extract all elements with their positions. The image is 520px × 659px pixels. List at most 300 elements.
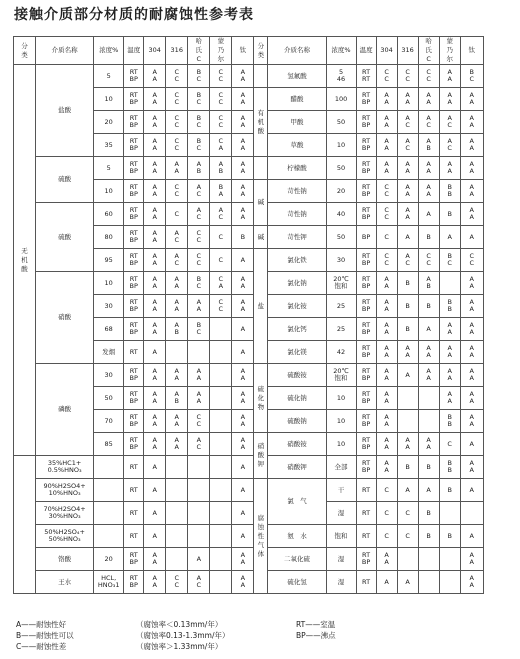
- rating-cell: [210, 387, 232, 410]
- temperature-cell: BP: [356, 226, 376, 249]
- temperature-cell: RT BP: [356, 295, 376, 318]
- rating-cell: C C: [376, 203, 397, 226]
- rating-cell: A A: [397, 203, 418, 226]
- concentration-cell: 10: [326, 410, 356, 433]
- rating-cell: A A: [232, 410, 254, 433]
- category-cell: 碱: [254, 180, 268, 226]
- header-right-8: 钛: [460, 37, 483, 65]
- rating-cell: A A: [232, 88, 254, 111]
- category-cell: [254, 157, 268, 180]
- rating-cell: B: [418, 295, 439, 318]
- medium-cell: 苛性钾: [268, 226, 326, 249]
- rating-cell: A A: [166, 364, 188, 387]
- rating-cell: A A: [376, 456, 397, 479]
- medium-cell: 王水: [36, 571, 94, 594]
- rating-cell: B B: [439, 456, 460, 479]
- medium-cell: 硫酸钠: [268, 410, 326, 433]
- rating-cell: [166, 479, 188, 502]
- rating-cell: B A: [210, 180, 232, 203]
- rating-cell: A: [232, 525, 254, 548]
- rating-cell: A A: [376, 318, 397, 341]
- rating-cell: A A: [439, 88, 460, 111]
- rating-cell: A: [232, 456, 254, 479]
- rating-cell: A C: [188, 433, 210, 456]
- rating-cell: A A: [144, 226, 166, 249]
- concentration-cell: 25: [326, 295, 356, 318]
- rating-cell: A: [460, 479, 483, 502]
- category-cell: [254, 65, 268, 88]
- header-right-7: 蒙 乃 尔: [439, 37, 460, 65]
- concentration-cell: 发烟: [94, 341, 124, 364]
- concentration-cell: 30: [94, 364, 124, 387]
- rating-cell: A A: [376, 134, 397, 157]
- rating-cell: A A: [166, 410, 188, 433]
- rating-cell: [210, 341, 232, 364]
- rating-cell: A A: [144, 272, 166, 295]
- rating-cell: B: [397, 456, 418, 479]
- rating-cell: A A: [376, 433, 397, 456]
- rating-cell: A B: [418, 272, 439, 295]
- header-right-2: 浓度%: [326, 37, 356, 65]
- medium-cell: 氯化铁: [268, 249, 326, 272]
- concentration-cell: 干: [326, 479, 356, 502]
- rating-cell: A C: [397, 134, 418, 157]
- rating-cell: B: [418, 226, 439, 249]
- temperature-cell: RT BP: [356, 88, 376, 111]
- rating-cell: B B: [439, 295, 460, 318]
- rating-cell: A: [418, 318, 439, 341]
- rating-cell: A A: [188, 387, 210, 410]
- rating-cell: A A: [232, 433, 254, 456]
- temperature-cell: RT: [124, 341, 144, 364]
- rating-cell: A A: [144, 203, 166, 226]
- rating-cell: A A: [376, 410, 397, 433]
- rating-cell: B C: [439, 249, 460, 272]
- rating-cell: A A: [376, 341, 397, 364]
- medium-cell: 氯化钠: [268, 272, 326, 295]
- temperature-cell: RT: [124, 525, 144, 548]
- temperature-cell: RT BP: [124, 203, 144, 226]
- rating-cell: B C: [188, 318, 210, 341]
- rating-cell: A A: [460, 272, 483, 295]
- rating-cell: A B: [210, 157, 232, 180]
- rating-cell: A B: [418, 134, 439, 157]
- concentration-cell: 20: [94, 548, 124, 571]
- rating-cell: A A: [460, 111, 483, 134]
- rating-cell: A: [188, 548, 210, 571]
- rating-cell: C: [397, 502, 418, 525]
- concentration-cell: 湿: [326, 548, 356, 571]
- rating-cell: A A: [460, 387, 483, 410]
- concentration-cell: 40: [326, 203, 356, 226]
- rating-cell: [418, 387, 439, 410]
- rating-cell: A A: [439, 387, 460, 410]
- rating-cell: A A: [232, 272, 254, 295]
- rating-cell: A: [439, 226, 460, 249]
- header-right-1: 介质名称: [268, 37, 326, 65]
- concentration-cell: 5: [94, 65, 124, 88]
- temperature-cell: RT: [124, 456, 144, 479]
- concentration-cell: 20: [94, 111, 124, 134]
- rating-cell: C: [439, 433, 460, 456]
- legend-rate-a: （腐蚀率＜0.13mm/年）: [136, 620, 223, 629]
- rating-cell: A C: [397, 249, 418, 272]
- header-left-1: 介质名称: [36, 37, 94, 65]
- medium-cell: 氯化铵: [268, 295, 326, 318]
- temperature-cell: RT BP: [356, 387, 376, 410]
- temperature-cell: RT BP: [356, 548, 376, 571]
- concentration-cell: 10: [94, 272, 124, 295]
- rating-cell: A A: [232, 548, 254, 571]
- rating-cell: C C: [376, 180, 397, 203]
- rating-cell: A: [232, 502, 254, 525]
- rating-cell: A: [232, 341, 254, 364]
- rating-cell: A A: [232, 65, 254, 88]
- rating-cell: A A: [418, 88, 439, 111]
- temperature-cell: RT BP: [124, 571, 144, 594]
- temperature-cell: RT BP: [356, 203, 376, 226]
- header-left-5: 316: [166, 37, 188, 65]
- rating-cell: A: [397, 226, 418, 249]
- rating-cell: B C: [188, 88, 210, 111]
- rating-cell: A: [460, 433, 483, 456]
- header-left-7: 蒙 乃 尔: [210, 37, 232, 65]
- rating-cell: B: [439, 479, 460, 502]
- rating-cell: [418, 571, 439, 594]
- rating-cell: A A: [166, 433, 188, 456]
- rating-cell: A A: [144, 249, 166, 272]
- temperature-cell: RT BP: [356, 410, 376, 433]
- medium-cell: 硫酸铵: [268, 364, 326, 387]
- rating-cell: A A: [232, 571, 254, 594]
- concentration-cell: 80: [94, 226, 124, 249]
- rating-cell: A: [144, 525, 166, 548]
- table-row: [14, 479, 506, 502]
- rating-cell: A A: [144, 318, 166, 341]
- rating-cell: C: [376, 479, 397, 502]
- header-left-0: 分 类: [14, 37, 36, 65]
- header-row: [14, 37, 506, 65]
- medium-cell: 二氧化硫: [268, 548, 326, 571]
- rating-cell: A A: [144, 571, 166, 594]
- rating-cell: B: [397, 272, 418, 295]
- temperature-cell: RT BP: [356, 157, 376, 180]
- rating-cell: [210, 364, 232, 387]
- concentration-cell: 湿: [326, 571, 356, 594]
- rating-cell: C: [376, 502, 397, 525]
- medium-cell: 硝酸: [36, 272, 94, 364]
- rating-cell: B C: [188, 111, 210, 134]
- temperature-cell: RT BP: [356, 433, 376, 456]
- rating-cell: C A: [210, 134, 232, 157]
- rating-cell: [397, 387, 418, 410]
- rating-cell: A: [418, 479, 439, 502]
- rating-cell: A: [144, 502, 166, 525]
- concentration-cell: 70: [94, 410, 124, 433]
- rating-cell: A A: [144, 548, 166, 571]
- concentration-cell: 30: [326, 249, 356, 272]
- rating-cell: A A: [232, 364, 254, 387]
- concentration-cell: 10: [326, 134, 356, 157]
- temperature-cell: RT BP: [124, 134, 144, 157]
- medium-cell: 硝酸铵: [268, 433, 326, 456]
- concentration-cell: 100: [326, 88, 356, 111]
- rating-cell: A A: [144, 88, 166, 111]
- rating-cell: A A: [144, 157, 166, 180]
- rating-cell: B: [397, 295, 418, 318]
- rating-cell: B: [232, 226, 254, 249]
- temperature-cell: RT BP: [356, 249, 376, 272]
- rating-cell: B C: [188, 134, 210, 157]
- rating-cell: A B: [166, 387, 188, 410]
- rating-cell: C C: [418, 65, 439, 88]
- rating-cell: A A: [232, 180, 254, 203]
- rating-cell: A A: [460, 88, 483, 111]
- rating-cell: A A: [460, 134, 483, 157]
- rating-cell: A A: [460, 456, 483, 479]
- rating-cell: A: [232, 318, 254, 341]
- rating-cell: A A: [460, 341, 483, 364]
- category-cell: [14, 456, 36, 594]
- medium-cell: 氨 水: [268, 525, 326, 548]
- temperature-cell: RT BP: [356, 318, 376, 341]
- rating-cell: B B: [439, 410, 460, 433]
- header-left-4: 304: [144, 37, 166, 65]
- rating-cell: A A: [418, 433, 439, 456]
- rating-cell: A: [397, 364, 418, 387]
- temperature-cell: RT: [356, 502, 376, 525]
- header-left-3: 温度: [124, 37, 144, 65]
- rating-cell: B C: [188, 272, 210, 295]
- concentration-cell: 42: [326, 341, 356, 364]
- rating-cell: B: [418, 456, 439, 479]
- medium-cell: 苛性钠: [268, 180, 326, 203]
- temperature-cell: RT BP: [124, 88, 144, 111]
- rating-cell: C C: [460, 249, 483, 272]
- rating-cell: B B: [439, 180, 460, 203]
- concentration-cell: 10: [94, 88, 124, 111]
- concentration-cell: 50: [326, 111, 356, 134]
- temperature-cell: RT BP: [124, 111, 144, 134]
- rating-cell: [166, 525, 188, 548]
- rating-cell: A: [397, 571, 418, 594]
- rating-cell: A A: [188, 364, 210, 387]
- concentration-cell: [94, 502, 124, 525]
- rating-cell: A: [144, 341, 166, 364]
- rating-cell: C A: [210, 272, 232, 295]
- temperature-cell: RT: [124, 502, 144, 525]
- concentration-cell: 35: [94, 134, 124, 157]
- rating-cell: A A: [460, 157, 483, 180]
- rating-cell: A A: [144, 410, 166, 433]
- rating-cell: C C: [210, 88, 232, 111]
- rating-cell: C C: [188, 226, 210, 249]
- temperature-cell: RT BP: [124, 387, 144, 410]
- rating-cell: A A: [166, 157, 188, 180]
- rating-cell: A: [144, 479, 166, 502]
- rating-cell: [166, 341, 188, 364]
- rating-cell: C C: [188, 249, 210, 272]
- rating-cell: B: [418, 502, 439, 525]
- rating-cell: A C: [166, 249, 188, 272]
- rating-cell: [439, 272, 460, 295]
- rating-cell: A A: [460, 295, 483, 318]
- rating-cell: A A: [144, 180, 166, 203]
- rating-cell: C C: [210, 295, 232, 318]
- rating-cell: C C: [418, 249, 439, 272]
- rating-cell: [439, 502, 460, 525]
- rating-cell: A A: [439, 318, 460, 341]
- rating-cell: A A: [418, 341, 439, 364]
- rating-cell: A A: [397, 180, 418, 203]
- rating-cell: [210, 456, 232, 479]
- category-cell: 盐: [254, 249, 268, 364]
- rating-cell: [397, 410, 418, 433]
- rating-cell: A A: [232, 157, 254, 180]
- rating-cell: [188, 525, 210, 548]
- rating-cell: [397, 548, 418, 571]
- temperature-cell: RT: [124, 479, 144, 502]
- rating-cell: [460, 502, 483, 525]
- medium-cell: 硫酸: [36, 157, 94, 203]
- rating-cell: [439, 571, 460, 594]
- rating-cell: [188, 479, 210, 502]
- concentration-cell: 10: [94, 180, 124, 203]
- header-right-4: 304: [376, 37, 397, 65]
- medium-cell: 氯化镁: [268, 341, 326, 364]
- temperature-cell: RT BP: [124, 364, 144, 387]
- category-cell: 碱: [254, 226, 268, 249]
- legend-c: C——耐蚀性差: [16, 642, 67, 651]
- rating-cell: A A: [460, 203, 483, 226]
- medium-cell: 50%H2SO₄+ 50%HNO₃: [36, 525, 94, 548]
- concentration-cell: 20℃ 饱和: [326, 364, 356, 387]
- rating-cell: C C: [166, 571, 188, 594]
- rating-cell: [210, 479, 232, 502]
- rating-cell: A A: [460, 410, 483, 433]
- rating-cell: B: [397, 318, 418, 341]
- rating-cell: A A: [418, 364, 439, 387]
- temperature-cell: RT BP: [124, 180, 144, 203]
- legend-rate-c: （腐蚀率＞1.33mm/年）: [136, 642, 223, 651]
- concentration-cell: 60: [94, 203, 124, 226]
- rating-cell: C C: [376, 249, 397, 272]
- rating-cell: A A: [232, 203, 254, 226]
- rating-cell: A A: [144, 433, 166, 456]
- rating-cell: A B: [188, 157, 210, 180]
- rating-cell: [166, 456, 188, 479]
- rating-cell: A A: [460, 180, 483, 203]
- rating-cell: A A: [460, 548, 483, 571]
- rating-cell: A A: [376, 295, 397, 318]
- concentration-cell: 50: [326, 226, 356, 249]
- medium-cell: 氯化钙: [268, 318, 326, 341]
- rating-cell: A A: [144, 65, 166, 88]
- concentration-cell: [94, 479, 124, 502]
- rating-cell: A A: [460, 318, 483, 341]
- rating-cell: [210, 433, 232, 456]
- rating-cell: [210, 318, 232, 341]
- rating-cell: A A: [397, 88, 418, 111]
- legend-a: A——耐蚀性好: [16, 620, 67, 629]
- rating-cell: B C: [460, 65, 483, 88]
- medium-cell: 90%H2SO4+ 10%HNO₃: [36, 479, 94, 502]
- medium-cell: 醋酸: [268, 88, 326, 111]
- rating-cell: [166, 548, 188, 571]
- concentration-cell: [94, 456, 124, 479]
- medium-cell: 磷酸: [36, 364, 94, 456]
- rating-cell: A: [232, 249, 254, 272]
- header-left-2: 浓度%: [94, 37, 124, 65]
- concentration-cell: 10: [326, 433, 356, 456]
- concentration-cell: 全部: [326, 456, 356, 479]
- rating-cell: C: [210, 226, 232, 249]
- medium-cell: 氯 气: [268, 479, 326, 525]
- rating-cell: C C: [188, 410, 210, 433]
- category-cell: 有 机 酸: [254, 88, 268, 157]
- concentration-cell: 50: [94, 387, 124, 410]
- rating-cell: [188, 456, 210, 479]
- concentration-cell: 20℃ 饱和: [326, 272, 356, 295]
- rating-cell: A A: [144, 364, 166, 387]
- temperature-cell: RT BP: [124, 410, 144, 433]
- legend-b: B——耐蚀性可以: [16, 631, 74, 640]
- temperature-cell: RT BP: [124, 249, 144, 272]
- rating-cell: C C: [166, 88, 188, 111]
- legend: [16, 619, 506, 652]
- rating-cell: C: [376, 525, 397, 548]
- medium-cell: 甲酸: [268, 111, 326, 134]
- category-cell: 腐 蚀 性 气 体: [254, 479, 268, 594]
- rating-cell: A A: [376, 548, 397, 571]
- medium-cell: 硫化氢: [268, 571, 326, 594]
- rating-cell: C C: [210, 65, 232, 88]
- concentration-cell: HCL, HNO₃1: [94, 571, 124, 594]
- rating-cell: A C: [439, 111, 460, 134]
- rating-cell: A A: [232, 111, 254, 134]
- rating-cell: A: [397, 479, 418, 502]
- medium-cell: 草酸: [268, 134, 326, 157]
- rating-cell: A C: [188, 180, 210, 203]
- rating-cell: C C: [166, 65, 188, 88]
- rating-cell: A C: [210, 203, 232, 226]
- medium-cell: 氢氟酸: [268, 65, 326, 88]
- medium-cell: 70%H2SO4+ 30%HNO₃: [36, 502, 94, 525]
- rating-cell: C: [376, 226, 397, 249]
- rating-cell: A A: [460, 571, 483, 594]
- legend-rate-b: （腐蚀率0.13-1.3mm/年）: [136, 631, 230, 640]
- rating-cell: A A: [144, 134, 166, 157]
- rating-cell: A A: [397, 157, 418, 180]
- legend-bp: BP——沸点: [296, 631, 336, 640]
- temperature-cell: RT BP: [124, 157, 144, 180]
- rating-cell: A A: [144, 111, 166, 134]
- temperature-cell: RT: [356, 479, 376, 502]
- rating-cell: [210, 548, 232, 571]
- rating-cell: A A: [232, 387, 254, 410]
- rating-cell: A: [460, 226, 483, 249]
- temperature-cell: RT BP: [356, 364, 376, 387]
- rating-cell: A A: [166, 295, 188, 318]
- header-right-0: 分 类: [254, 37, 268, 65]
- legend-rt: RT——室温: [296, 620, 336, 629]
- temperature-cell: RT BP: [356, 111, 376, 134]
- temperature-cell: RT BP: [124, 433, 144, 456]
- rating-cell: A A: [439, 341, 460, 364]
- header-left-8: 钛: [232, 37, 254, 65]
- rating-cell: A B: [166, 318, 188, 341]
- medium-cell: 铬酸: [36, 548, 94, 571]
